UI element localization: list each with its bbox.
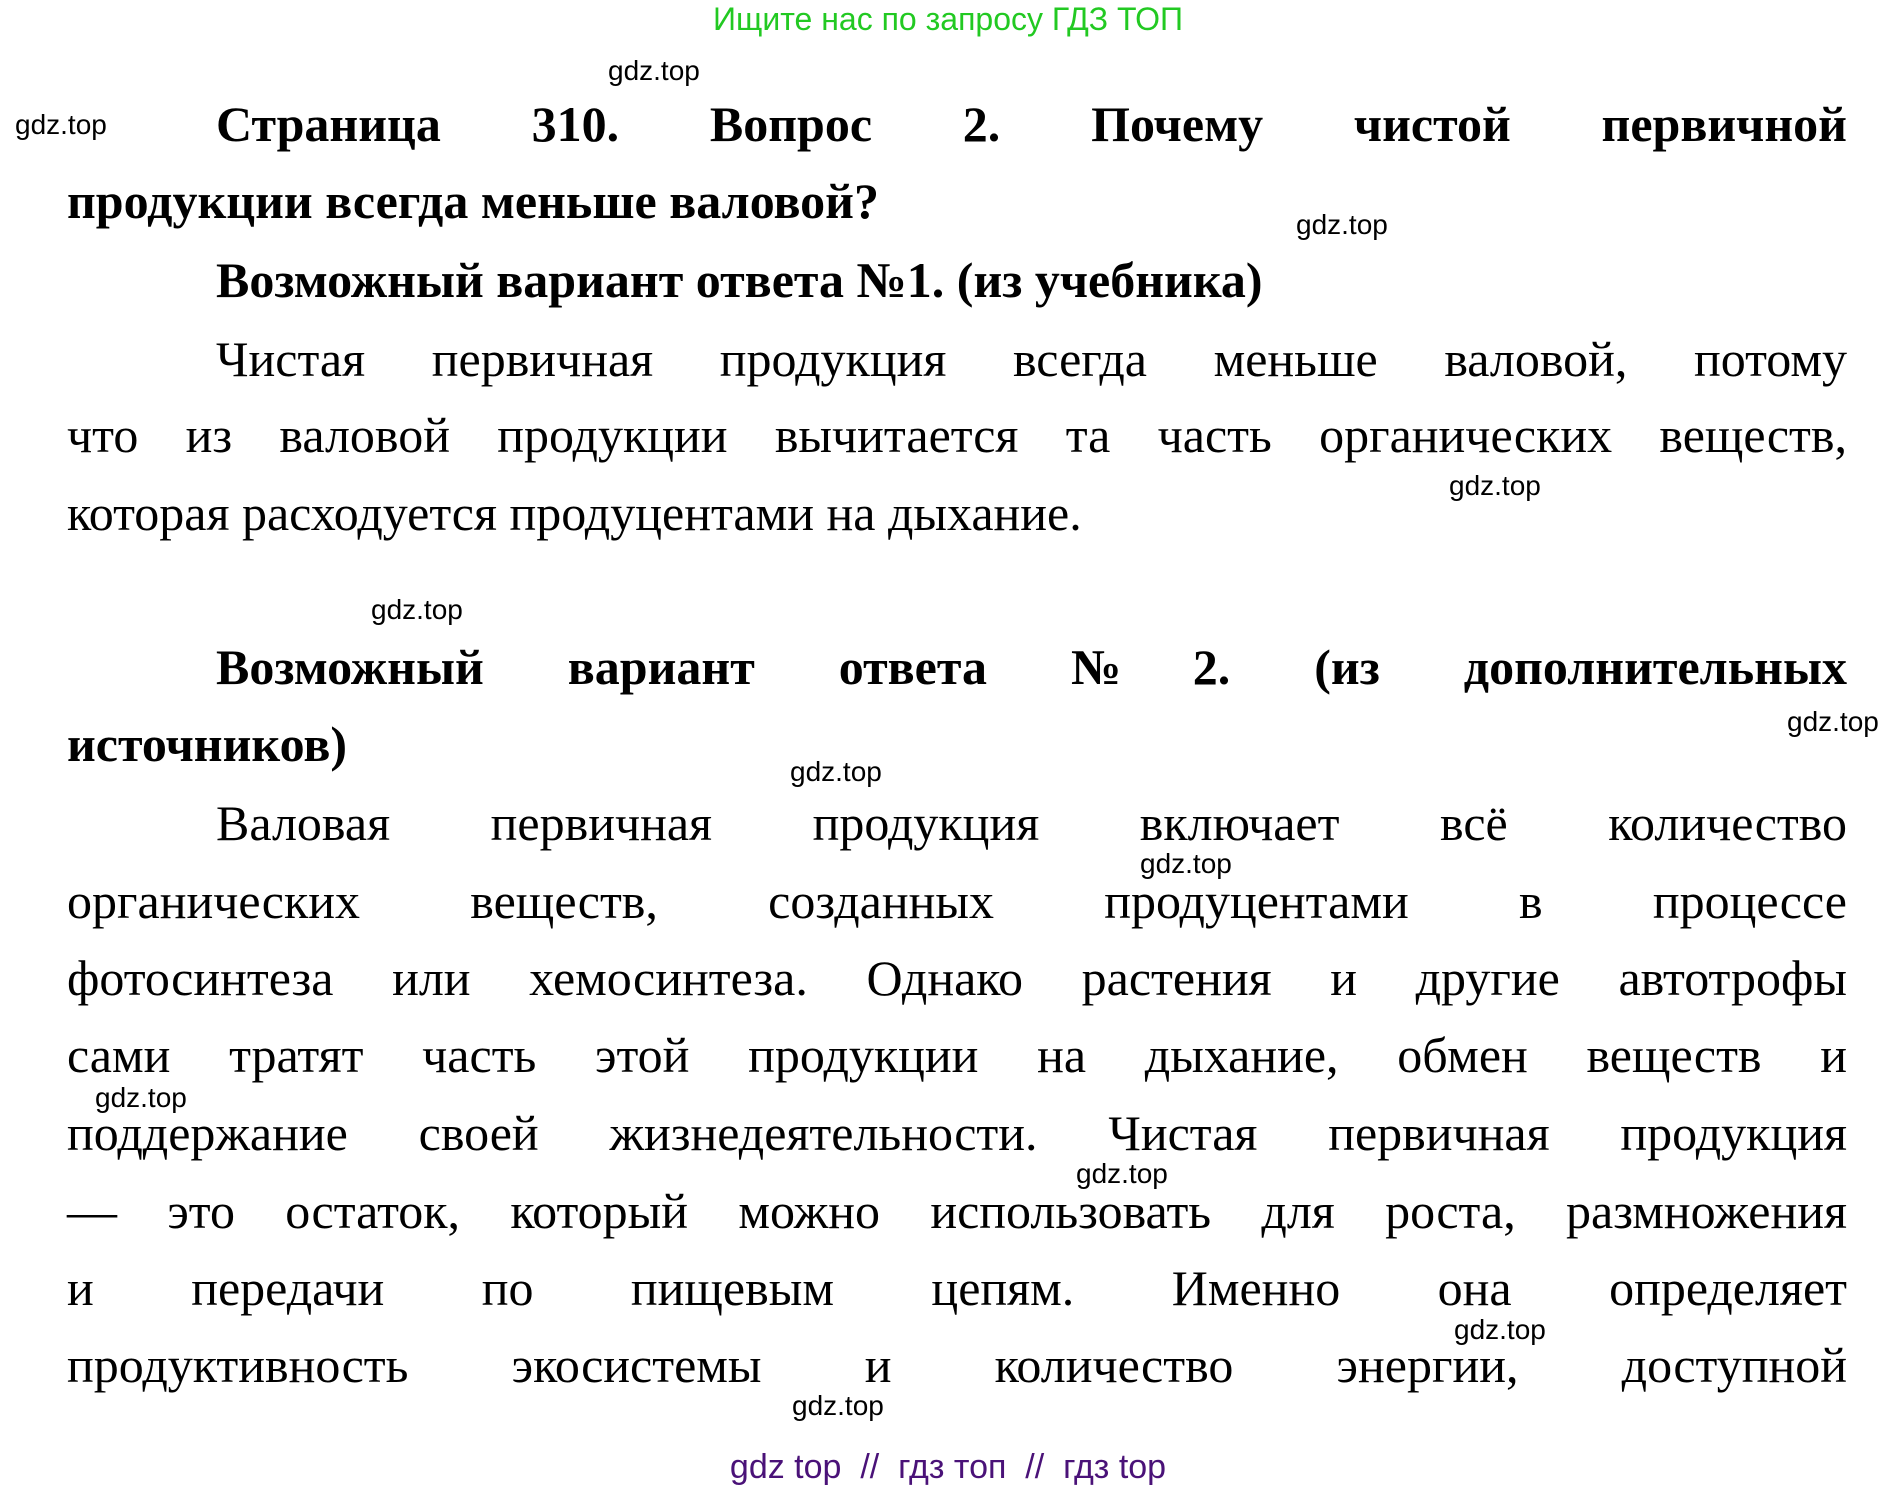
answer1-line: что из валовой продукции вычитается та часть органических веществ,: [67, 407, 1847, 463]
watermark: gdz.top: [1140, 848, 1232, 879]
watermark: gdz.top: [371, 594, 463, 625]
answer2-heading-line-1: Возможный вариант ответа №2. (из дополнительных: [216, 639, 1847, 695]
watermark: gdz.top: [15, 109, 107, 140]
answer1-line: Чистая первичная продукция всегда меньше валовой, потому: [216, 331, 1847, 387]
top-search-banner: Ищите нас по запросу ГДЗ ТОП: [713, 1, 1183, 37]
watermark: gdz.top: [1076, 1158, 1168, 1189]
answer2-line: и передачи по пищевым цепям. Именно она определяет: [67, 1260, 1847, 1316]
answer2-line: сами тратят часть этой продукции на дыхание, обмен веществ и: [67, 1027, 1847, 1083]
answer2-line: продуктивность экосистемы и количество энергии, доступной: [67, 1337, 1847, 1393]
answer1-line: которая расходуется продуцентами на дыхание.: [67, 485, 1082, 541]
watermark: gdz.top: [1449, 470, 1541, 501]
watermark: gdz.top: [1454, 1314, 1546, 1345]
answer2-line: поддержание своей жизнедеятельности. Чистая первичная продукция: [67, 1105, 1847, 1161]
bottom-brand-banner: gdz top // гдз топ // гдз top: [729, 1448, 1167, 1486]
question-title-line-1: Страница 310. Вопрос 2. Почему чистой первичной: [216, 96, 1847, 152]
watermark: gdz.top: [608, 55, 700, 86]
answer2-line: Валовая первичная продукция включает всё количество: [216, 795, 1847, 851]
answer2-line: — это остаток, который можно использовать для роста, размножения: [67, 1183, 1847, 1239]
answer2-line: органических веществ, созданных продуцентами в процессе: [67, 873, 1847, 929]
watermark: gdz.top: [792, 1390, 884, 1421]
question-title-line-2: продукции всегда меньше валовой?: [67, 173, 879, 229]
watermark: gdz.top: [95, 1082, 187, 1113]
answer2-heading-line-2: источников): [67, 716, 347, 772]
watermark: gdz.top: [1787, 706, 1879, 737]
watermark: gdz.top: [1296, 209, 1388, 240]
answer1-heading: Возможный вариант ответа №1. (из учебника): [216, 252, 1263, 308]
answer2-line: фотосинтеза или хемосинтеза. Однако растения и другие автотрофы: [67, 950, 1847, 1006]
watermark: gdz.top: [790, 756, 882, 787]
